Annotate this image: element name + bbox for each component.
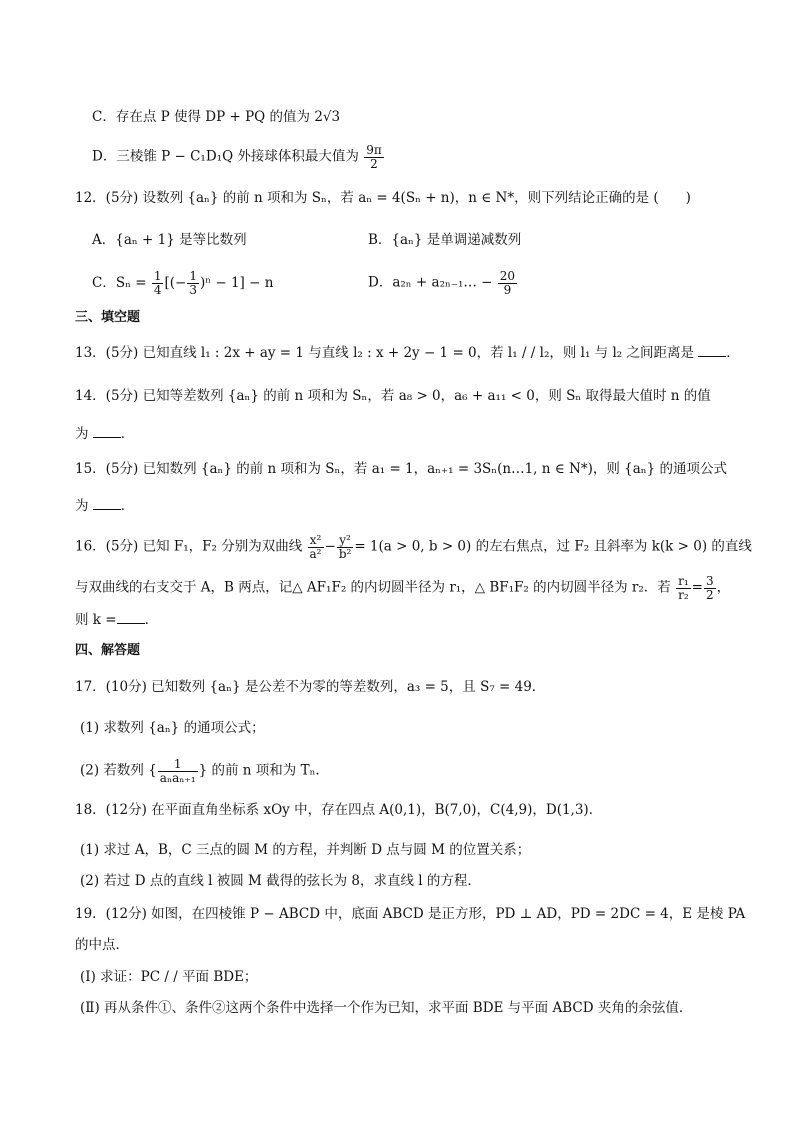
q15-text: 15．(5分) 已知数列 {aₙ} 的前 n 项和为 Sₙ，若 a₁ = 1，aₙ₊₁ = 3Sₙ(n…1, n ∈ N*)，则 {aₙ} 的通项公式: [75, 461, 728, 477]
q11-option-d: [92, 144, 754, 170]
q16-line1: 16．(5分) 已知 F₁，F₂ 分别为双曲线 $\frac{\text{x²}}{\text{a²}}$ − $\frac{\text{y²}}{\text{b²}}$ = 1(a > 0, b > 0) 的左右焦点，过 F₂ 且斜率为 k(k > 0) 的直线: [75, 533, 752, 561]
q12-option-b: B．{aₙ} 是单调递减数列: [368, 232, 522, 248]
q16-line2: 与双曲线的右支交于 A，B 两点，记△ AF₁F₂ 的内切圆半径为 r₁，△ BF₁F₂ 的内切圆半径为 r₂．若 $\frac{\text{r₁}}{\text{r₂}}$ = $\frac{3}{2}$ ，: [75, 574, 731, 602]
q12-options-row2: [92, 270, 754, 296]
q18-part1: (1) 求过 A，B，C 三点的圆 M 的方程，并判断 D 点与圆 M 的位置关系；: [80, 842, 531, 858]
q16-answer-blank[interactable]: [117, 611, 145, 624]
section-solve-heading: 四、解答题: [75, 643, 141, 658]
q19-part1: (Ⅰ) 求证：PC / / 平面 BDE；: [80, 969, 258, 985]
q11-option-c-text: C．存在点 P 使得 DP + PQ 的值为 2√3: [92, 109, 341, 125]
q17-stem: 17．(10分) 已知数列 {aₙ} 是公差不为零的等差数列，a₃ = 5，且 S₇ = 49．: [75, 679, 546, 695]
q18-part2: (2) 若过 D 点的直线 l 被圆 M 截得的弦长为 8，求直线 l 的方程．: [80, 873, 481, 889]
q14-text: 14．(5分) 已知等差数列 {aₙ} 的前 n 项和为 Sₙ，若 a₈ > 0，a₆ + a₁₁ < 0，则 Sₙ 取得最大值时 n 的值: [75, 388, 711, 404]
q17-part1: (1) 求数列 {aₙ} 的通项公式；: [80, 720, 265, 736]
q12-stem: [75, 188, 754, 208]
q11-option-d-fraction: $\frac{9\pi}{2}$: [366, 143, 382, 171]
q12-option-c: C．Sₙ = $\frac{1}{4}$ [(− $\frac{1}{3}$ )ⁿ − 1] − n: [92, 269, 274, 297]
q13-answer-blank[interactable]: [698, 344, 726, 357]
q13-text: 13．(5分) 已知直线 l₁ : 2x + ay = 1 与直线 l₂ : x + 2y − 1 = 0，若 l₁ / / l₂，则 l₁ 与 l₂ 之间距离是: [75, 345, 694, 361]
q15-line1: [75, 459, 754, 479]
q12-option-a: A．{aₙ + 1} 是等比数列: [92, 232, 247, 248]
q12-stem-text: 12．(5分) 设数列 {aₙ} 的前 n 项和为 Sₙ，若 aₙ = 4(Sₙ + n)，n ∈ N*，则下列结论正确的是 ( ): [75, 190, 691, 206]
q12-options-row1: [92, 230, 754, 250]
q19-line1: 19．(12分) 如图，在四棱锥 P − ABCD 中，底面 ABCD 是正方形，PD ⊥ AD，PD = 2DC = 4，E 是棱 PA: [75, 906, 746, 922]
q11-option-d-text: D．三棱锥 P − C₁D₁Q 外接球体积最大值为: [92, 148, 359, 165]
q19-line2: 的中点．: [75, 937, 129, 953]
q11-option-c: [92, 107, 754, 127]
q12-option-d: D．a₂ₙ + a₂ₙ₋₁… − $\frac{20}{9}$: [368, 269, 516, 297]
section-fill-in-heading: 三、填空题: [75, 310, 141, 325]
q16-text: 16．(5分) 已知 F₁，F₂ 分别为双曲线: [75, 538, 303, 555]
q15-answer-blank[interactable]: [93, 497, 121, 510]
q13: 13．(5分) 已知直线 l₁ : 2x + ay = 1 与直线 l₂ : x + 2y − 1 = 0，若 l₁ / / l₂，则 l₁ 与 l₂ 之间距离是 ．: [75, 345, 740, 361]
q19-part2: (Ⅱ) 再从条件①、条件②这两个条件中选择一个作为已知，求平面 BDE 与平面 ABCD 夹角的余弦值．: [80, 1000, 693, 1016]
q15-line2: 为 ．: [75, 498, 135, 514]
q16-line3: 则 k = ．: [75, 612, 159, 628]
q14-line2: 为 ．: [75, 426, 135, 442]
q17-part2: (2) 若数列 { $\frac{1}{\text{aₙaₙ₊₁}}$ } 的前 n 项和为 Tₙ．: [80, 757, 329, 785]
q14-answer-blank[interactable]: [93, 425, 121, 438]
q14-line1: [75, 386, 754, 406]
q18-stem: 18．(12分) 在平面直角坐标系 xOy 中，存在四点 A(0,1)，B(7,0)，C(4,9)，D(1,3)．: [75, 802, 603, 818]
